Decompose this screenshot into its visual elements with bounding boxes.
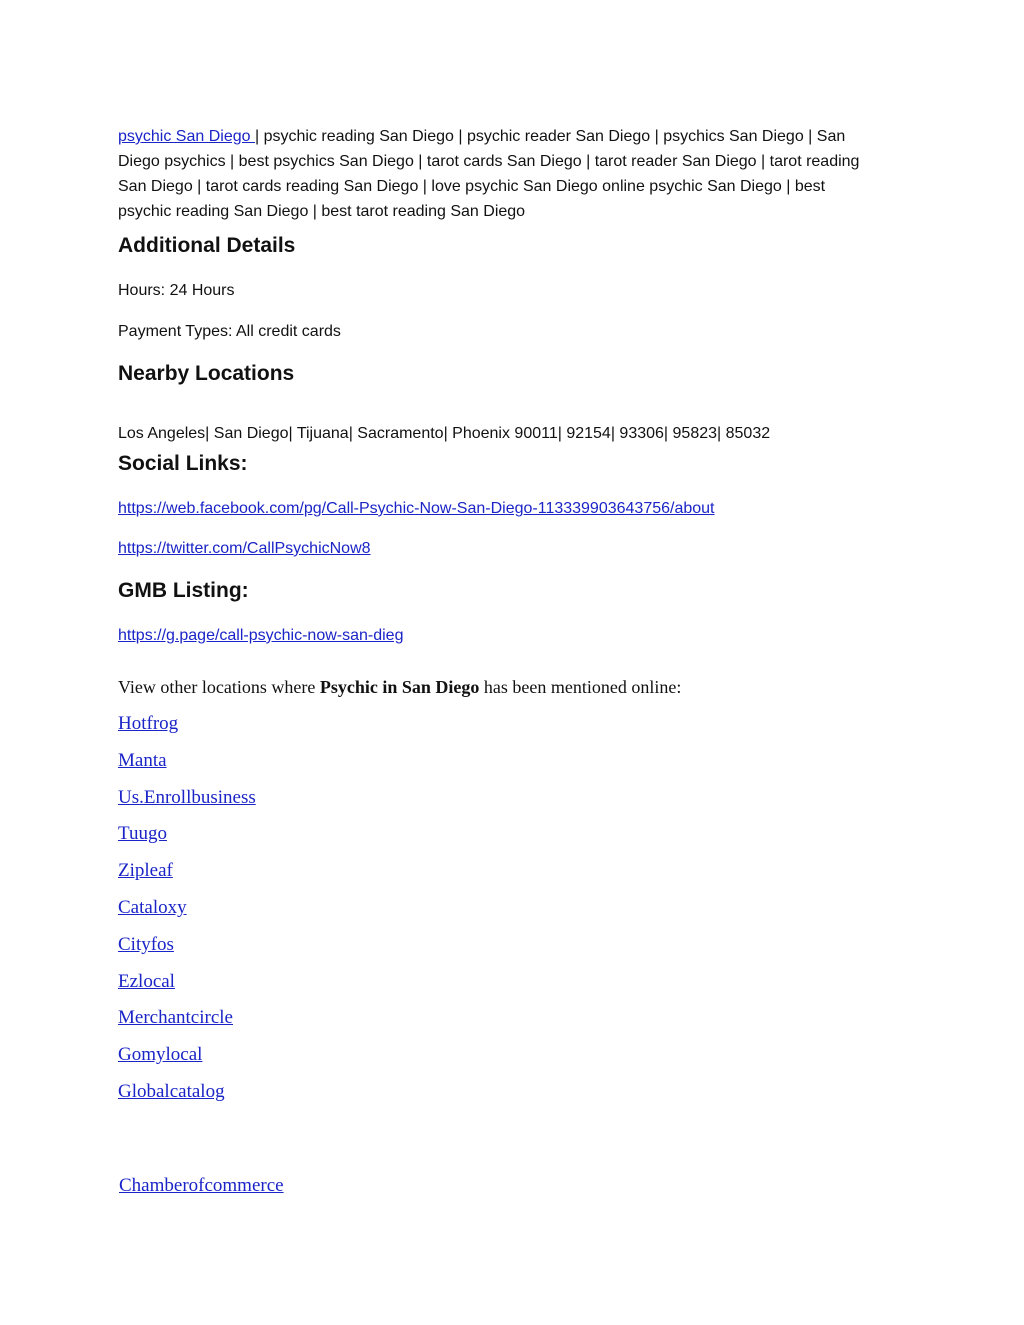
social-links-heading: Social Links:	[118, 452, 248, 475]
list-item	[118, 750, 256, 787]
mentions-list	[118, 713, 256, 1118]
gomylocal-link[interactable]: Gomylocal	[118, 1044, 203, 1066]
tuugo-link[interactable]: Tuugo	[118, 823, 167, 845]
hours-text: Hours: 24 Hours	[118, 282, 235, 299]
keywords-paragraph	[118, 124, 878, 224]
psychic-san-diego-link[interactable]: psychic San Diego	[118, 128, 255, 145]
facebook-link[interactable]: https://web.facebook.com/pg/Call-Psychic-Now-San-Diego-113339903643756/about	[118, 500, 715, 517]
list-item	[118, 1081, 256, 1118]
cataloxy-link[interactable]: Cataloxy	[118, 896, 187, 918]
list-item	[118, 934, 256, 971]
additional-details-heading: Additional Details	[118, 234, 296, 257]
gmb-listing-heading: GMB Listing:	[118, 579, 249, 602]
list-item	[118, 897, 256, 934]
mentions-intro-after: has been mentioned online:	[479, 677, 682, 697]
payment-types-text: Payment Types: All credit cards	[118, 323, 341, 340]
cityfos-link[interactable]: Cityfos	[118, 933, 174, 955]
enrollbusiness-link[interactable]: Us.Enrollbusiness	[118, 786, 256, 808]
list-item	[118, 971, 256, 1008]
chamberofcommerce-link[interactable]: Chamberofcommerce	[119, 1175, 284, 1196]
manta-link[interactable]: Manta	[118, 749, 167, 771]
mentions-intro	[118, 676, 681, 698]
list-item	[118, 713, 256, 750]
list-item	[118, 1044, 256, 1081]
zipleaf-link[interactable]: Zipleaf	[118, 860, 173, 882]
nearby-locations-text: Los Angeles| San Diego| Tijuana| Sacramento| Phoenix 90011| 92154| 93306| 95823| 85032	[118, 425, 771, 442]
merchantcircle-link[interactable]: Merchantcircle	[118, 1007, 233, 1029]
mentions-intro-before: View other locations where	[118, 677, 320, 697]
globalcatalog-link[interactable]: Globalcatalog	[118, 1080, 225, 1102]
list-item	[118, 823, 256, 860]
gmb-link[interactable]: https://g.page/call-psychic-now-san-dieg	[118, 627, 404, 644]
twitter-link[interactable]: https://twitter.com/CallPsychicNow8	[118, 540, 371, 557]
list-item	[118, 860, 256, 897]
list-item	[118, 1007, 256, 1044]
hotfrog-link[interactable]: Hotfrog	[118, 713, 179, 734]
nearby-locations-heading: Nearby Locations	[118, 362, 295, 385]
mentions-intro-bold: Psychic in San Diego	[319, 677, 480, 697]
ezlocal-link[interactable]: Ezlocal	[118, 970, 175, 992]
keywords-text: | psychic reading San Diego | psychic reader San Diego | psychics San Diego | San Diego psychics | best psychics San Diego | tarot cards San Diego | tarot reader San Diego | tarot reading San Diego | tarot cards reading San Diego | love psychic San Diego online psychic San Diego | best psychic reading San Diego | best tarot reading San Diego	[118, 128, 860, 220]
list-item	[118, 787, 256, 824]
